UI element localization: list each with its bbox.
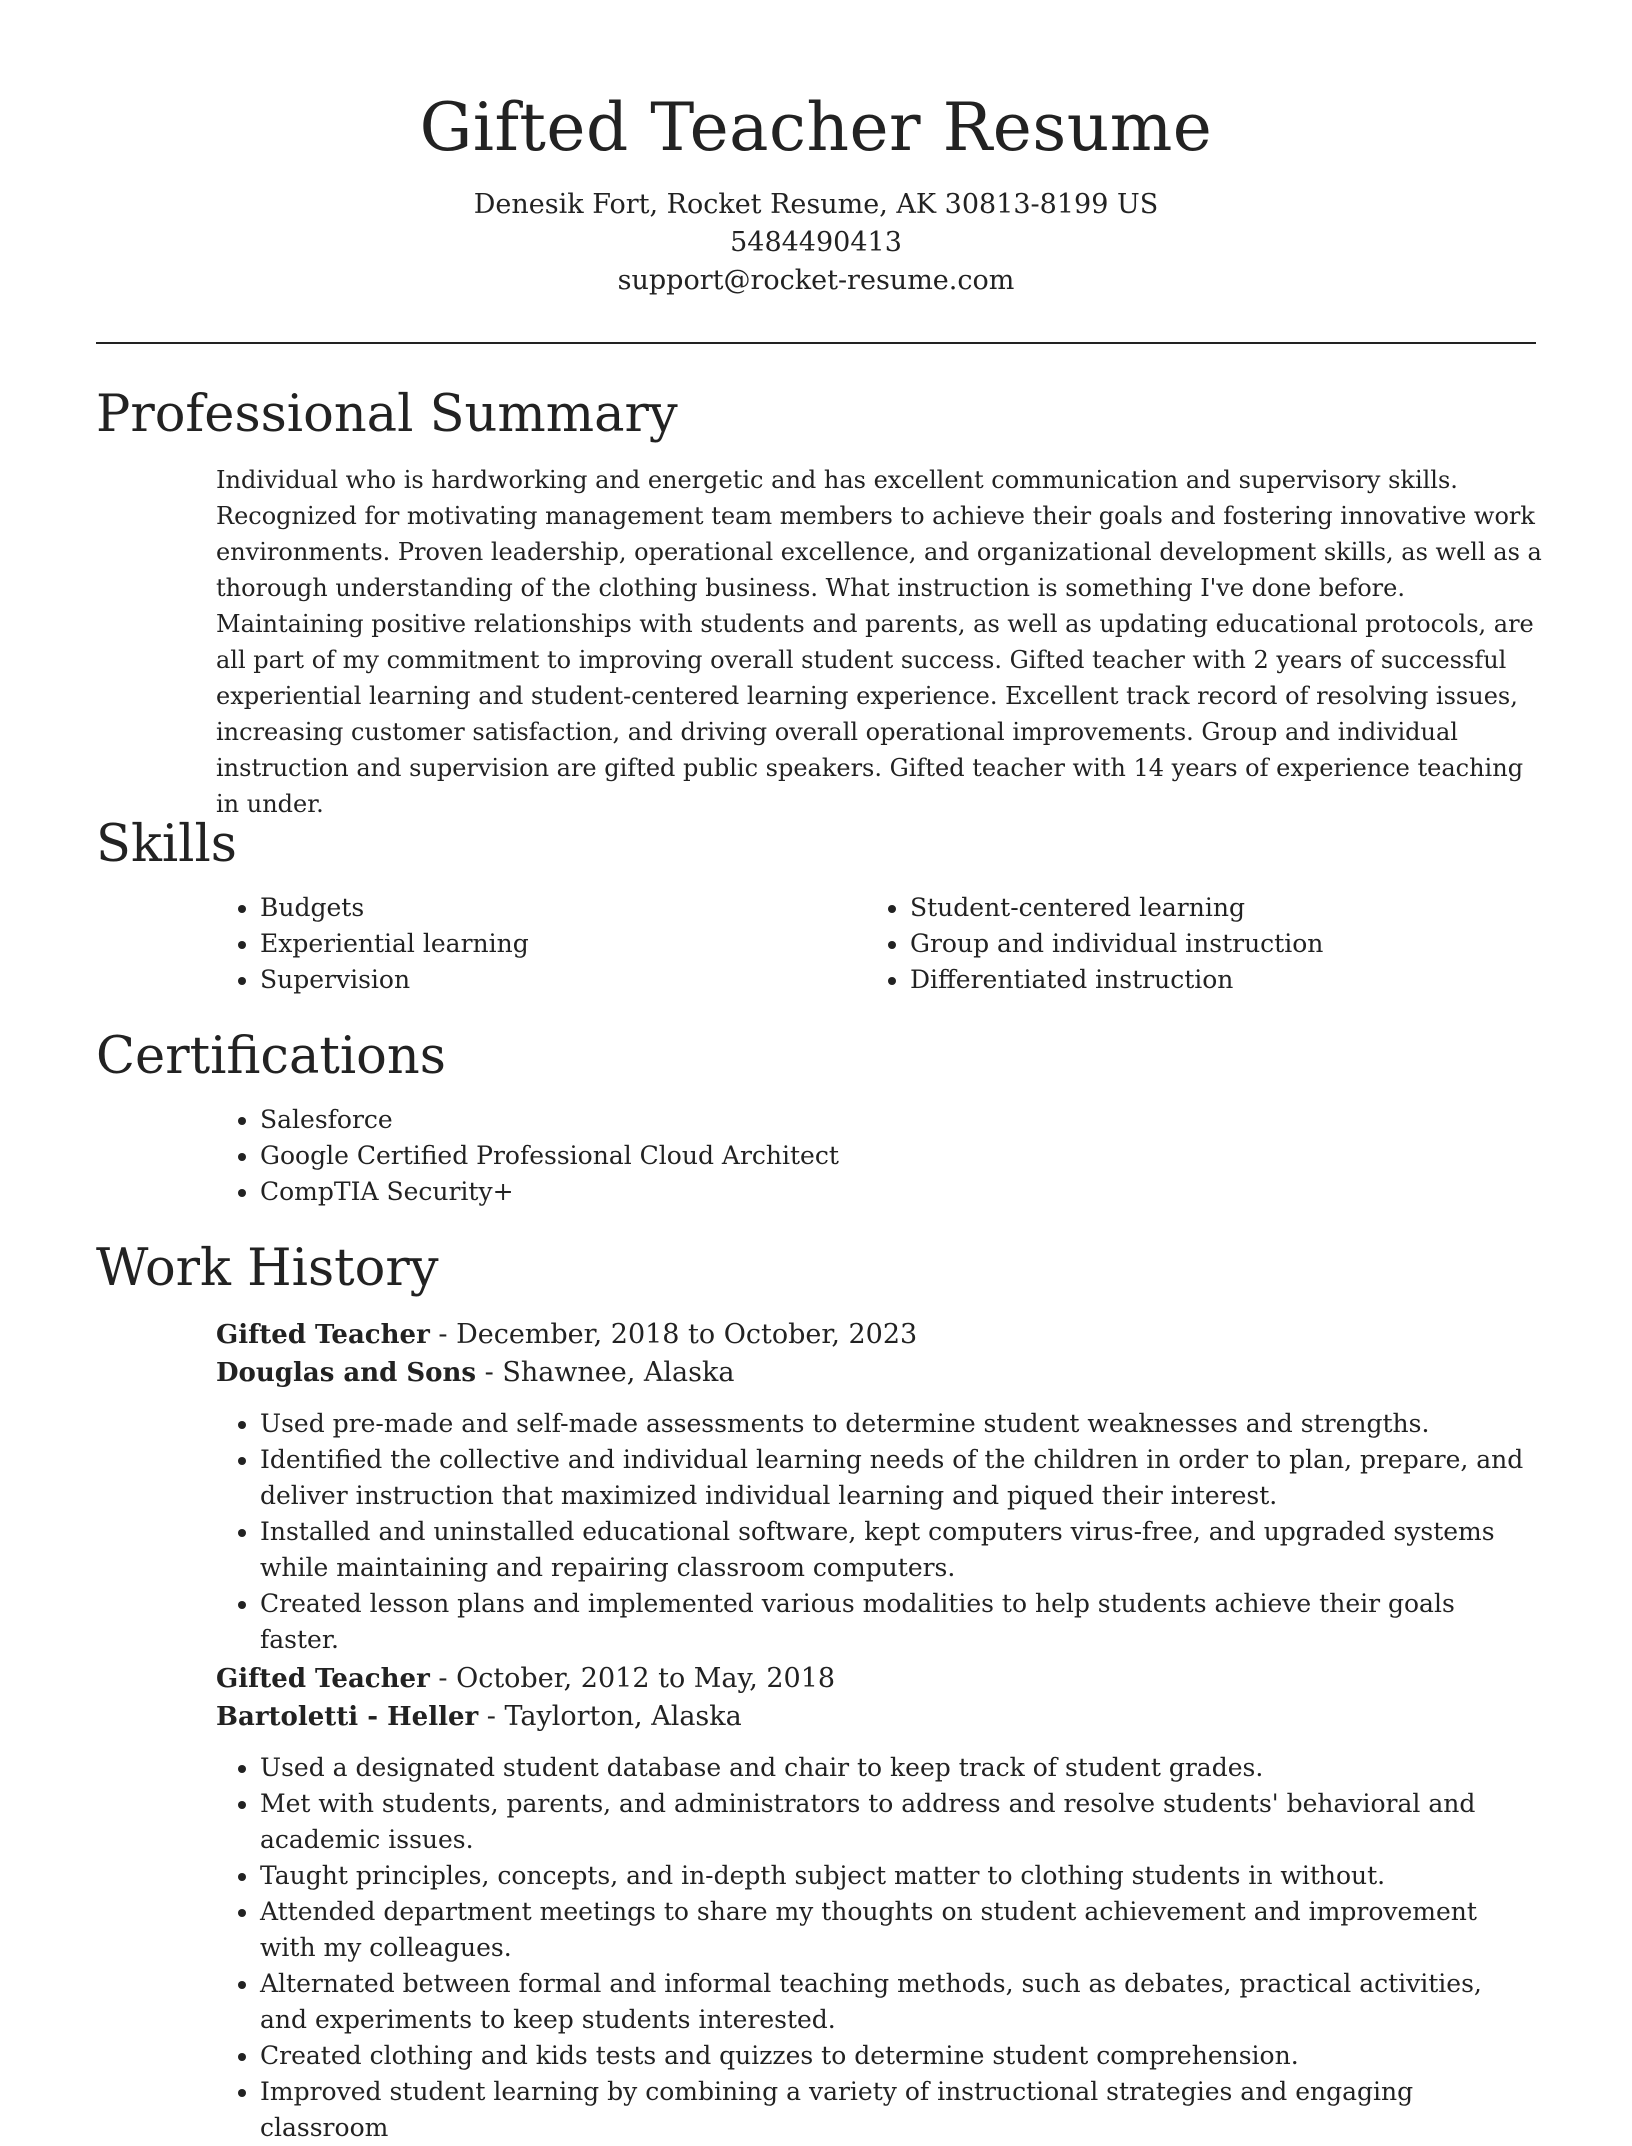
address: Denesik Fort, Rocket Resume, AK 30813-8199 US — [473, 189, 1159, 220]
resume-header — [0, 80, 1632, 300]
job-duty: • Created clothing and kids tests and quizzes to determine student comprehension. — [260, 2038, 1536, 2074]
certification-item: • Salesforce — [260, 1102, 1216, 1138]
job-entry — [216, 1316, 1536, 1658]
summary-text: Individual who is hardworking and energetic and has excellent communication and supervisory skills. Recognized for motivating management team members to achieve their goals and fostering innovative work environments. Proven leadership, operational excellence, and organizational development skills, as well as a thorough understanding of the clothing business. What instruction is something I've done before. Maintaining positive relationships with students and parents, as well as updating educational protocols, are all part of my commitment to improving overall student success. Gifted teacher with 2 years of successful experiential learning and student-centered learning experience. Excellent track record of resolving issues, increasing customer satisfaction, and driving overall operational improvements. Group and individual instruction and supervision are gifted public speakers. Gifted teacher with 14 years of experience teaching in under. — [216, 466, 1542, 818]
job-company: Douglas and Sons — [216, 1358, 477, 1388]
work-history-heading: Work History — [96, 1239, 439, 1298]
contact-block — [0, 186, 1632, 300]
job-role: Gifted Teacher — [216, 1664, 430, 1694]
job-dates: - December, 2018 to October, 2023 — [429, 1319, 918, 1350]
skill-item: • Differentiated instruction — [910, 962, 1506, 998]
job-company-line — [216, 1698, 1536, 1736]
skill-item: • Supervision — [260, 962, 856, 998]
job-title-line — [216, 1660, 1536, 1698]
job-duty: • Used a designated student database and chair to keep track of student grades. — [260, 1750, 1536, 1786]
job-company-line — [216, 1354, 1536, 1392]
header-divider — [96, 342, 1536, 344]
email-address: support@rocket-resume.com — [617, 265, 1015, 296]
job-duties-list — [216, 1406, 1536, 1658]
job-dates: - October, 2012 to May, 2018 — [429, 1663, 836, 1694]
skill-item: • Experiential learning — [260, 926, 856, 962]
job-duty: • Attended department meetings to share my thoughts on student achievement and improvement with my colleagues. — [260, 1894, 1536, 1966]
job-duty: • Improved student learning by combining a variety of instructional strategies and engaging classroom — [260, 2074, 1536, 2146]
job-duty: • Created lesson plans and implemented various modalities to help students achieve their goals faster. — [260, 1586, 1536, 1658]
job-location: - Taylorton, Alaska — [478, 1701, 742, 1732]
skills-heading: Skills — [96, 815, 237, 874]
job-duty: • Met with students, parents, and administrators to address and resolve students' behavioral and academic issues. — [260, 1786, 1536, 1858]
job-duty: • Installed and uninstalled educational software, kept computers virus-free, and upgraded systems while maintaining and repairing classroom computers. — [260, 1514, 1536, 1586]
certifications-heading: Certifications — [96, 1027, 446, 1086]
phone-number: 5484490413 — [730, 227, 902, 258]
job-duty: • Identified the collective and individual learning needs of the children in order to plan, prepare, and deliver instruction that maximized individual learning and piqued their interest. — [260, 1442, 1536, 1514]
certification-item: • Google Certified Professional Cloud Architect — [260, 1138, 1216, 1174]
skills-column-left — [216, 890, 856, 998]
job-role: Gifted Teacher — [216, 1320, 430, 1350]
skills-list-right — [866, 890, 1506, 998]
job-location: - Shawnee, Alaska — [476, 1357, 735, 1388]
certification-item: • CompTIA Security+ — [260, 1174, 1216, 1210]
job-entry — [216, 1660, 1536, 2146]
skills-column-right — [866, 890, 1506, 998]
certifications-list-wrap — [216, 1102, 1216, 1210]
job-title-line — [216, 1316, 1536, 1354]
skill-item: • Student-centered learning — [910, 890, 1506, 926]
job-duty: • Alternated between formal and informal teaching methods, such as debates, practical activities, and experiments to keep students interested. — [260, 1966, 1536, 2038]
resume-title: Gifted Teacher Resume — [419, 89, 1213, 166]
skill-item: • Group and individual instruction — [910, 926, 1506, 962]
job-duties-list — [216, 1750, 1536, 2146]
certifications-list — [216, 1102, 1216, 1210]
job-duty: • Taught principles, concepts, and in-depth subject matter to clothing students in without. — [260, 1858, 1536, 1894]
skills-list-left — [216, 890, 856, 998]
job-company: Bartoletti - Heller — [216, 1702, 479, 1732]
skill-item: • Budgets — [260, 890, 856, 926]
job-duty: • Used pre-made and self-made assessments to determine student weaknesses and strengths. — [260, 1406, 1536, 1442]
summary-heading: Professional Summary — [96, 385, 678, 444]
